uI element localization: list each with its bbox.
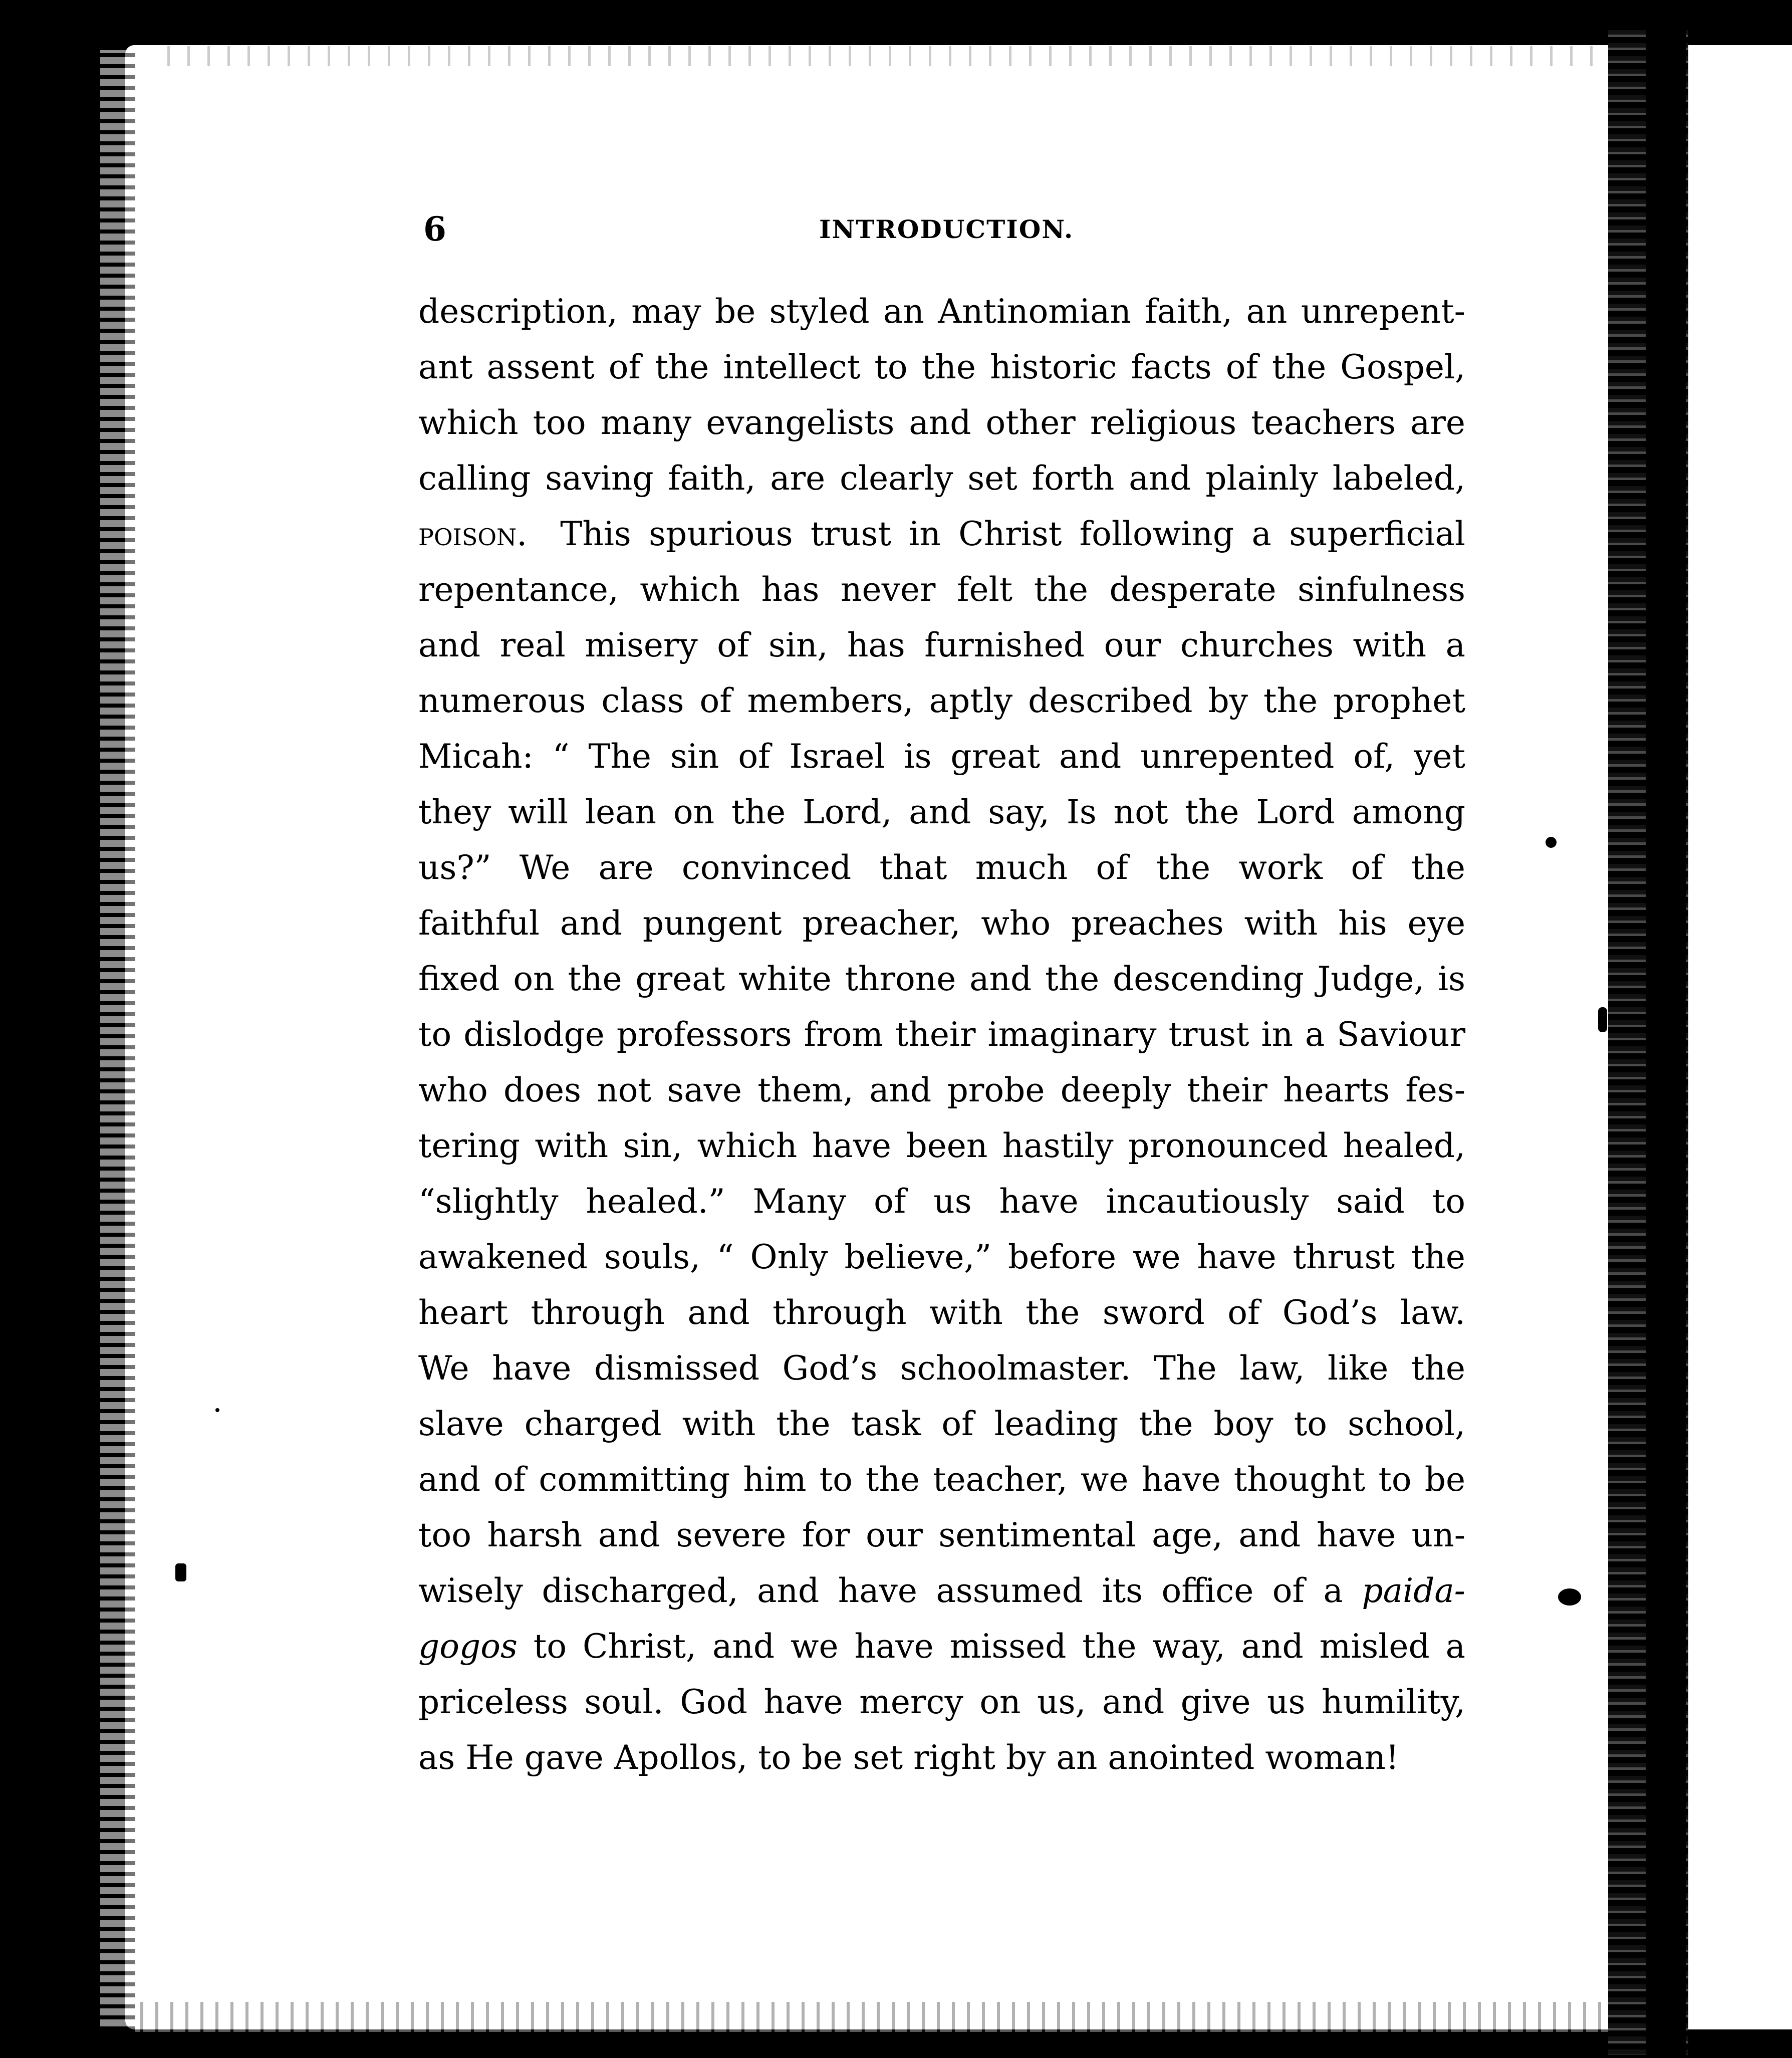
page-header <box>423 209 1465 255</box>
text-line: Micah: “ The sin of Israel is great and unrepented of, yet <box>418 737 1465 776</box>
text-line: us?” We are convinced that much of the work of the <box>418 848 1465 887</box>
text-line: We have dismissed God’s schoolmaster. The law, like the <box>418 1349 1465 1388</box>
text-line: heart through and through with the sword of God’s law. <box>418 1293 1465 1332</box>
ink-speck <box>175 1563 186 1581</box>
page-bottom-edge <box>135 2002 1608 2032</box>
text-line: as He gave Apollos, to be set right by an anointed woman! <box>418 1738 1399 1777</box>
page-left-edge <box>100 50 135 2029</box>
text-line: tering with sin, which have been hastily pronounced healed, <box>418 1126 1465 1165</box>
running-head: INTRODUCTION. <box>819 214 1074 244</box>
body-text <box>418 284 1465 1785</box>
italic-word: gogos <box>418 1627 518 1666</box>
ink-speck <box>1546 837 1557 848</box>
text-line: description, may be styled an Antinomian faith, an unrepent- <box>418 292 1465 331</box>
text-line-rest: to Christ, and we have missed the way, and misled a <box>533 1627 1466 1666</box>
poison-word: poison. <box>418 515 528 553</box>
text-line: ant assent of the intellect to the historic facts of the Gospel, <box>418 348 1465 386</box>
ink-speck <box>1558 1588 1581 1606</box>
text-line: they will lean on the Lord, and say, Is not the Lord among <box>418 793 1465 831</box>
text-line: awakened souls, “ Only believe,” before we have thrust the <box>418 1238 1465 1276</box>
text-line <box>418 506 1465 562</box>
text-line: priceless soul. God have mercy on us, and give us humility, <box>418 1683 1465 1721</box>
text-line: and of committing him to the teacher, we have thought to be <box>418 1460 1465 1499</box>
text-line: who does not save them, and probe deeply their hearts fes- <box>418 1071 1465 1109</box>
text-line-start: wisely discharged, and have assumed its office of a <box>418 1571 1343 1610</box>
page-number: 6 <box>423 209 446 249</box>
text-line <box>418 1563 1465 1619</box>
text-line: fixed on the great white throne and the descending Judge, is <box>418 960 1465 998</box>
text-line <box>418 1619 1465 1674</box>
text-line: slave charged with the task of leading the boy to school, <box>418 1405 1465 1443</box>
ink-speck <box>215 1408 219 1412</box>
text-line: faithful and pungent preacher, who preaches with his eye <box>418 904 1465 943</box>
text-line: to dislodge professors from their imaginary trust in a Saviour <box>418 1015 1465 1054</box>
text-line: “slightly healed.” Many of us have incautiously said to <box>418 1182 1465 1221</box>
text-line: calling saving faith, are clearly set forth and plainly labeled, <box>418 459 1465 498</box>
text-line: repentance, which has never felt the desperate sinfulness <box>418 570 1465 609</box>
facing-page-edge <box>1688 45 1792 2029</box>
text-line: which too many evangelists and other religious teachers are <box>418 403 1465 442</box>
text-line: numerous class of members, aptly described by the prophet <box>418 681 1465 720</box>
text-line: too harsh and severe for our sentimental age, and have un- <box>418 1516 1465 1554</box>
text-line-rest: This spurious trust in Christ following a superficial <box>560 515 1465 553</box>
ink-speck <box>1598 1007 1607 1032</box>
italic-word: paida- <box>1362 1571 1465 1610</box>
text-line: and real misery of sin, has furnished our churches with a <box>418 626 1465 664</box>
book-gutter <box>1646 30 1686 2054</box>
page-top-edge <box>160 46 1603 66</box>
